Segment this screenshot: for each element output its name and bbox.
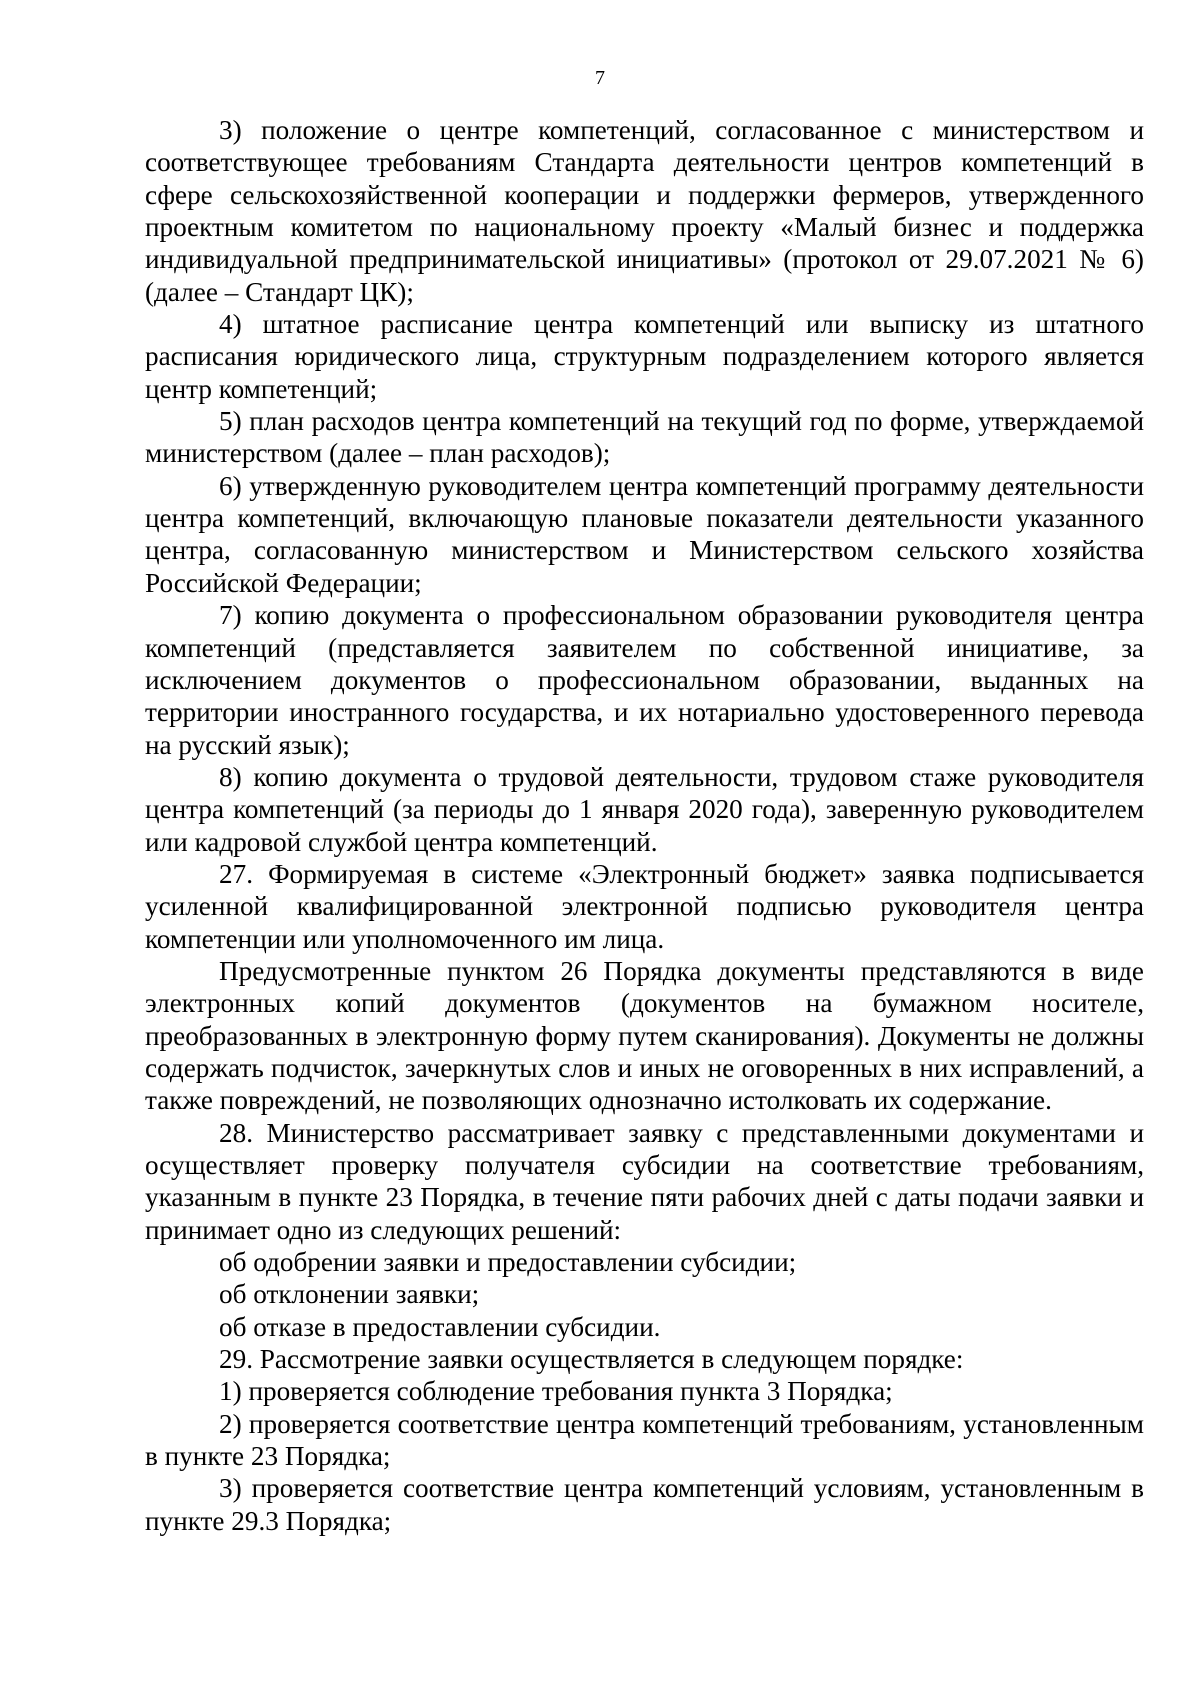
paragraph-clause-28: 28. Министерство рассматривает заявку с представленными документами и осуществляет проверку получателя субсидии на соответствие требованиям, указанным в пункте 23 Порядка, в течение пяти рабочих дней с даты подачи заявки и принимает одно из следующих решений:: [145, 1117, 1144, 1245]
paragraph-clause-27: 27. Формируемая в системе «Электронный бюджет» заявка подписывается усиленной квалифицированной электронной подписью руководителя центра компетенции или уполномоченного им лица.: [145, 858, 1144, 954]
review-step-2: 2) проверяется соответствие центра компетенций требованиям, установленным в пункте 23 Порядка;: [145, 1408, 1144, 1472]
paragraph-item-7: 7) копию документа о профессиональном образовании руководителя центра компетенций (представляется заявителем по собственной инициативе, за исключением документов о профессиональном образовании, выданных на территории иностранного государства, и их нотариально удостоверенного перевода на русский язык);: [145, 600, 1144, 760]
review-step-1: 1) проверяется соблюдение требования пункта 3 Порядка;: [219, 1376, 893, 1407]
page-number: 7: [595, 67, 605, 89]
decision-approve: об одобрении заявки и предоставлении субсидии;: [219, 1247, 797, 1278]
paragraph-item-4: 4) штатное расписание центра компетенций или выписку из штатного расписания юридического лица, структурным подразделением которого является центр компетенций;: [145, 309, 1144, 404]
review-step-3: 3) проверяется соответствие центра компетенций условиям, установленным в пункте 29.3 Порядка;: [145, 1473, 1144, 1536]
decision-refuse: об отказе в предоставлении субсидии.: [219, 1311, 661, 1342]
paragraph-item-3: 3) положение о центре компетенций, согласованное с министерством и соответствующее требованиям Стандарта деятельности центров компетенций в сфере сельскохозяйственной кооперации и поддержки фермеров, утвержденного проектным комитетом по национальному проекту «Малый бизнес и поддержка индивидуальной предпринимательской инициативы» (протокол от 29.07.2021 № 6) (далее – Стандарт ЦК);: [145, 115, 1144, 307]
paragraph-item-6: 6) утвержденную руководителем центра компетенций программу деятельности центра компетенций, включающую плановые показатели деятельности указанного центра, согласованную министерством и Министерством сельского хозяйства Российской Федерации;: [145, 470, 1144, 598]
paragraph-item-8: 8) копию документа о трудовой деятельности, трудовом стаже руководителя центра компетенций (за периоды до 1 января 2020 года), заверенную руководителем или кадровой службой центра компетенций.: [145, 761, 1144, 857]
paragraph-clause-29: 29. Рассмотрение заявки осуществляется в следующем порядке:: [219, 1344, 964, 1375]
document-body: [145, 114, 1144, 1537]
paragraph-documents-form: Предусмотренные пунктом 26 Порядка документы представляются в виде электронных копий документов (документов на бумажном носителе, преобразованных в электронную форму путем сканирования). Документы не должны содержать подчисток, зачеркнутых слов и иных не оговоренных в них исправлений, а также повреждений, не позволяющих однозначно истолковать их содержание.: [145, 955, 1144, 1116]
decision-reject: об отклонении заявки;: [219, 1279, 480, 1310]
paragraph-item-5: 5) план расходов центра компетенций на текущий год по форме, утверждаемой министерством (далее – план расходов);: [145, 406, 1144, 469]
